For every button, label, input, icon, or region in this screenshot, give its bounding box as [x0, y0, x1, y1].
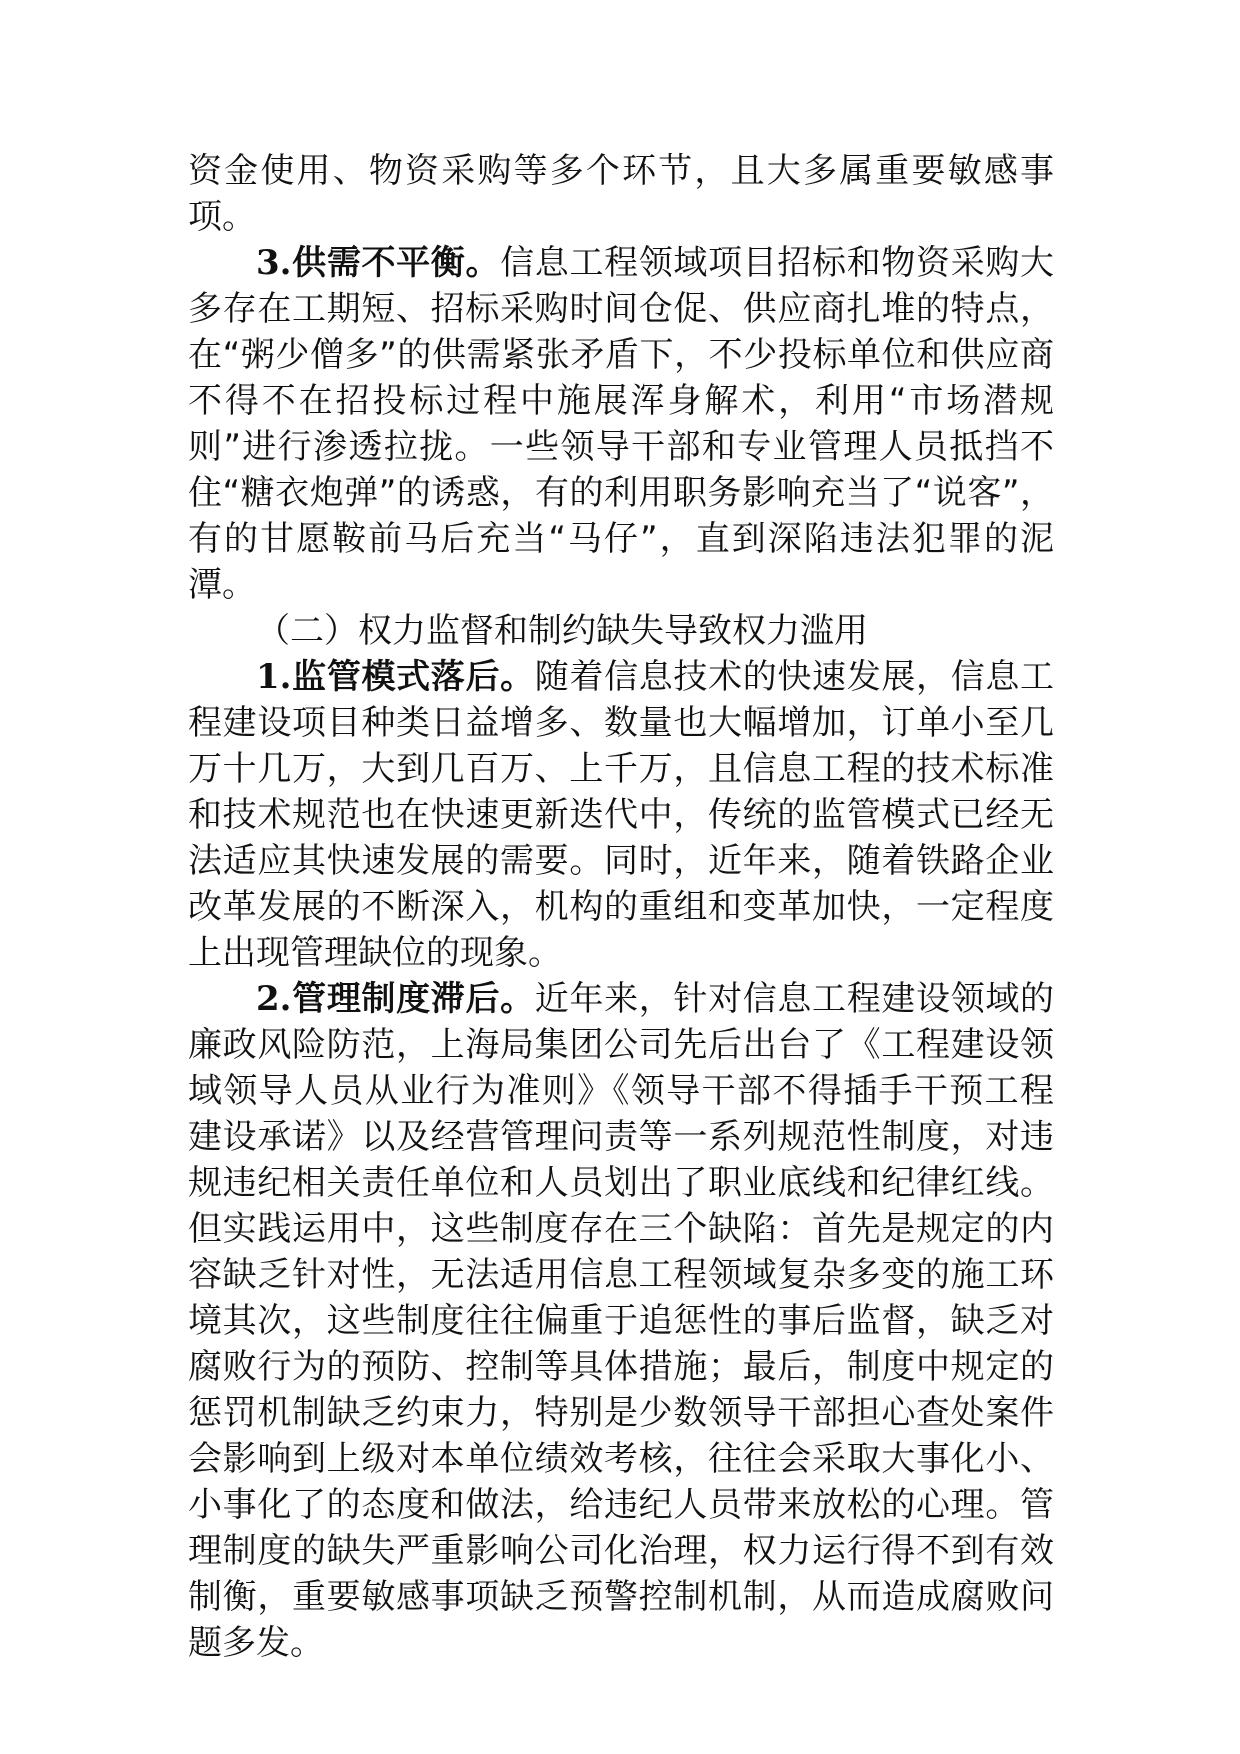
section-heading: [188, 608, 1054, 654]
document-page: [188, 148, 1054, 1666]
paragraph-text: 随着信息技术的快速发展，信息工程建设项目种类日益增多、数量也大幅增加，订单小至几万十几万，大到几百万、上千万，且信息工程的技术标准和技术规范也在快速更新迭代中，传统的监管模式已经无法适应其快速发展的需要。同时，近年来，随着铁路企业改革发展的不断深入，机构的重组和变革加快，一定程度上出现管理缺位的现象。: [188, 657, 1055, 973]
section-heading-text: （二）权力监督和制约缺失导致权力滥用: [256, 611, 868, 651]
item-heading: 管理制度滞后。: [291, 979, 535, 1019]
paragraph-supply-demand: [188, 240, 1054, 608]
paragraph-text: 资金使用、物资采购等多个环节，且大多属重要敏感事项。: [188, 151, 1054, 237]
paragraph-text: 信息工程领域项目招标和物资采购大多存在工期短、招标采购时间仓促、供应商扎堆的特点，在“粥少僧多”的供需紧张矛盾下，不少投标单位和供应商不得不在招投标过程中施展浑身解术，利用“市场潜规则”进行渗透拉拢。一些领导干部和专业管理人员抵挡不住“糖衣炮弹”的诱惑，有的利用职务影响充当了“说客”，有的甘愿鞍前马后充当“马仔”，直到深陷违法犯罪的泥潭。: [188, 243, 1055, 605]
paragraph-text: 近年来，针对信息工程建设领域的廉政风险防范，上海局集团公司先后出台了《工程建设领域领导人员从业行为准则》《领导干部不得插手干预工程建设承诺》以及经营管理问责等一系列规范性制度，对违规违纪相关责任单位和人员划出了职业底线和纪律红线。但实践运用中，这些制度存在三个缺陷：首先是规定的内容缺乏针对性，无法适用信息工程领域复杂多变的施工环境其次，这些制度往往偏重于追惩性的事后监督，缺乏对腐败行为的预防、控制等具体措施；最后，制度中规定的惩罚机制缺乏约束力，特别是少数领导干部担心查处案件会影响到上级对本单位绩效考核，往往会采取大事化小、小事化了的态度和做法，给违纪人员带来放松的心理。管理制度的缺失严重影响公司化治理，权力运行得不到有效制衡，重要敏感事项缺乏预警控制机制，从而造成腐败问题多发。: [188, 979, 1055, 1663]
item-number: 1.: [256, 657, 292, 697]
item-heading: 监管模式落后。: [291, 657, 535, 697]
paragraph-continuation: [188, 148, 1054, 240]
item-heading: 供需不平衡。: [291, 243, 501, 283]
paragraph-management-system: [188, 976, 1054, 1666]
paragraph-supervision-model: [188, 654, 1054, 976]
item-number: 2.: [256, 979, 292, 1019]
item-number: 3.: [256, 243, 292, 283]
